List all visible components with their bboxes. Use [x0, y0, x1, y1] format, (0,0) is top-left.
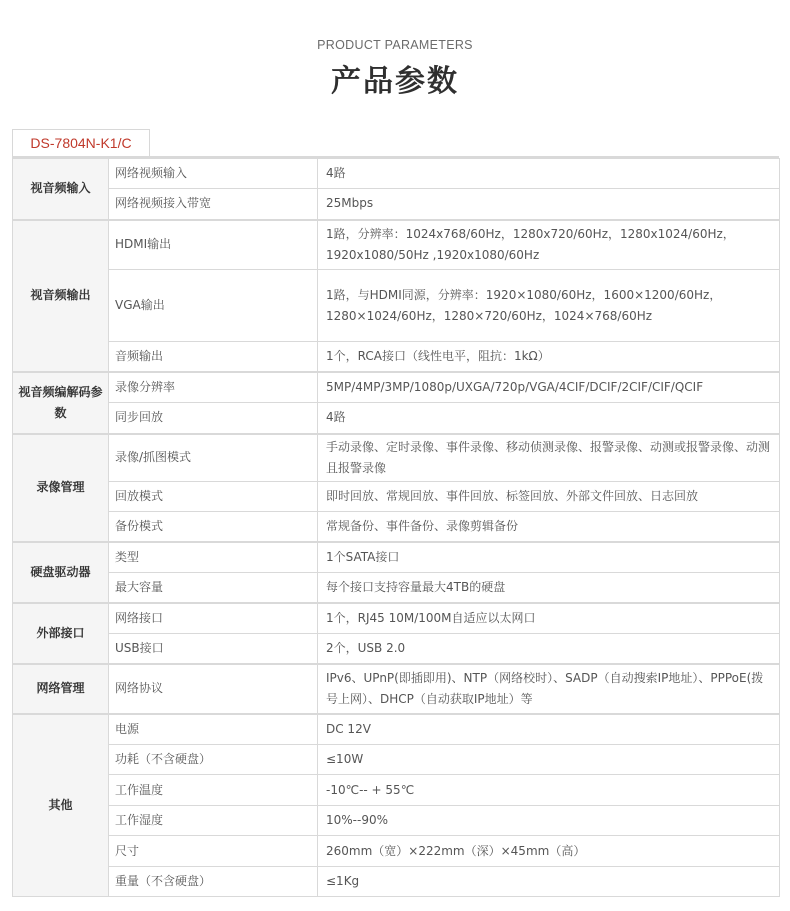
param-value: 5MP/4MP/3MP/1080p/UXGA/720p/VGA/4CIF/DCIF/2CIF/CIF/QCIF — [318, 372, 780, 403]
param-name: 网络视频接入带宽 — [109, 189, 318, 220]
param-value: 260mm（宽）×222mm（深）×45mm（高） — [318, 836, 780, 867]
param-name: 尺寸 — [109, 836, 318, 867]
param-name: HDMI输出 — [109, 220, 318, 270]
param-name: 工作湿度 — [109, 806, 318, 836]
param-value: 常规备份、事件备份、录像剪辑备份 — [318, 512, 780, 542]
param-value: 1路，分辨率：1024x768/60Hz，1280x720/60Hz，1280x1024/60Hz，1920x1080/50Hz ,1920x1080/60Hz — [318, 220, 780, 270]
category-cell: 其他 — [13, 714, 109, 897]
category-cell: 外部接口 — [13, 603, 109, 664]
param-value: 1路，与HDMI同源，分辨率：1920×1080/60Hz，1600×1200/60Hz，1280×1024/60Hz，1280×720/60Hz，1024×768/60Hz — [318, 270, 780, 342]
category-cell: 网络管理 — [13, 664, 109, 714]
param-name: 网络视频输入 — [109, 159, 318, 189]
param-name: 网络协议 — [109, 664, 318, 714]
param-name: 工作温度 — [109, 775, 318, 806]
param-name: 类型 — [109, 542, 318, 573]
param-value: ≤10W — [318, 745, 780, 775]
param-value: ≤1Kg — [318, 867, 780, 897]
param-name: 最大容量 — [109, 573, 318, 603]
param-name: 音频输出 — [109, 342, 318, 372]
param-name: 录像分辨率 — [109, 372, 318, 403]
page-header — [0, 0, 790, 130]
param-value: 10%--90% — [318, 806, 780, 836]
param-name: 网络接口 — [109, 603, 318, 634]
category-cell: 硬盘驱动器 — [13, 542, 109, 603]
param-value: 手动录像、定时录像、事件录像、移动侦测录像、报警录像、动测或报警录像、动测且报警录像 — [318, 434, 780, 482]
param-name: USB接口 — [109, 634, 318, 664]
model-tab[interactable]: DS-7804N-K1/C — [12, 129, 150, 156]
param-value: 25Mbps — [318, 189, 780, 220]
category-cell: 视音频编解码参数 — [13, 372, 109, 434]
param-value: -10℃-- + 55℃ — [318, 775, 780, 806]
param-name: 电源 — [109, 714, 318, 745]
param-value: 每个接口支持容量最大4TB的硬盘 — [318, 573, 780, 603]
param-name: 录像/抓图模式 — [109, 434, 318, 482]
param-name: 功耗（不含硬盘） — [109, 745, 318, 775]
category-cell: 视音频输入 — [13, 159, 109, 220]
param-name: 重量（不含硬盘） — [109, 867, 318, 897]
param-value: DC 12V — [318, 714, 780, 745]
page-title: 产品参数 — [331, 64, 459, 99]
param-value: 2个，USB 2.0 — [318, 634, 780, 664]
category-cell: 视音频输出 — [13, 220, 109, 372]
param-value: 即时回放、常规回放、事件回放、标签回放、外部文件回放、日志回放 — [318, 482, 780, 512]
param-name: 回放模式 — [109, 482, 318, 512]
param-value: 4路 — [318, 403, 780, 434]
param-value: 1个，RJ45 10M/100M自适应以太网口 — [318, 603, 780, 634]
parameters-table — [12, 158, 780, 897]
param-value: 1个SATA接口 — [318, 542, 780, 573]
english-title: PRODUCT PARAMETERS — [317, 38, 473, 52]
param-name: 备份模式 — [109, 512, 318, 542]
param-value: IPv6、UPnP(即插即用)、NTP（网络校时）、SADP（自动搜索IP地址）、PPPoE(拨号上网）、DHCP（自动获取IP地址）等 — [318, 664, 780, 714]
category-cell: 录像管理 — [13, 434, 109, 542]
param-value: 1个，RCA接口（线性电平，阻抗：1kΩ） — [318, 342, 780, 372]
param-value: 4路 — [318, 159, 780, 189]
param-name: VGA输出 — [109, 270, 318, 342]
param-name: 同步回放 — [109, 403, 318, 434]
